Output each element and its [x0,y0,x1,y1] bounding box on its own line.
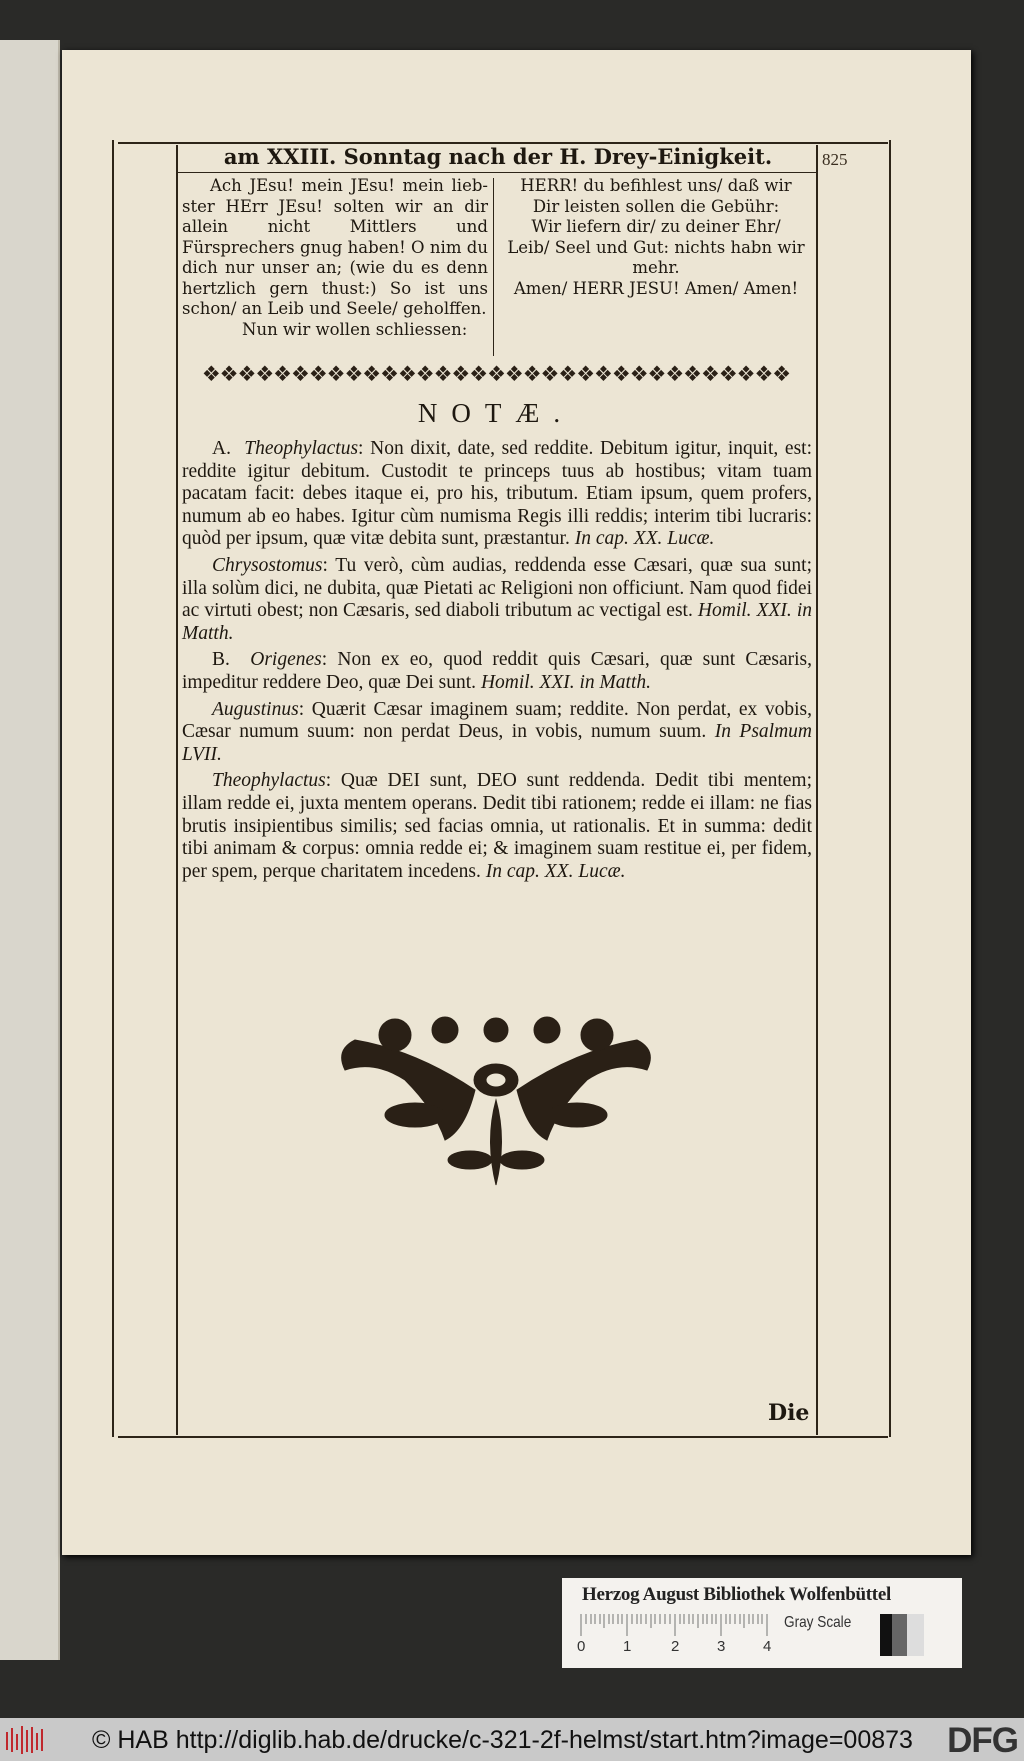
frame-bottom-rule [118,1436,888,1438]
page-number: 825 [822,150,848,169]
floral-vignette [335,1010,657,1195]
note-paragraph [182,649,812,694]
note-paragraph [182,555,812,645]
note-author: Theophylactus [244,438,359,459]
verse-line: Dir leisten sollen die Gebühr: [532,196,780,216]
note-reference: Homil. XXI. in Matth. [182,600,813,644]
ruler-label: 1 [623,1638,632,1655]
gray-scale-label: Gray Scale [784,1614,852,1631]
note-mark: A. [212,438,231,459]
ruler-label: 3 [717,1638,726,1655]
previous-leaf-edge [0,40,60,1660]
note-text: : Quæ DEI sunt, DEO sunt reddenda. Dedit tibi mentem; illam redde ei, juxta mentem operans. Dedit tibi rationem; redde ei illam: ne fias brutis insipientibus similis; sed facias omnia, ut rationalis. Et in summa: dedit tibi animam & corpus: omnia redde ei; & imaginem suam restitue ei, per fidem, per spem, perque charitatem incedens. [182,770,812,882]
verse-line: Amen/ HERR JESU! Amen/ Amen! [513,278,799,298]
verse-line: Leib/ Seel und Gut: nichts habn wir mehr. [507,237,805,277]
note-reference: In cap. XX. Lucæ. [574,528,715,550]
inner-right-rule [816,145,818,1435]
right-column [500,176,812,299]
notes-heading: NOTÆ. [417,398,575,428]
note-author: Origenes [250,649,322,671]
verse-line: HERR! du befihlest uns/ daß wir [520,176,792,195]
note-reference: In Psalmum LVII. [182,721,813,765]
note-mark: B. [212,649,230,671]
copyright-url[interactable]: © HAB http://diglib.hab.de/drucke/c-321-2f-helmst/start.htm?image=00873 [92,1726,913,1754]
running-head: am XXIII. Sonntag nach der H. Drey-Einigkeit. [223,144,773,169]
library-name: Herzog August Bibliothek Wolfenbüttel [582,1584,891,1605]
note-paragraph [182,770,812,883]
note-text: : Non dixit, date, sed reddite. Debitum igitur, inquit, est: reddite igitur debitum. Custodit te princeps tuus ab hostibus; vitam tuam pacatam facit: debes itaque ei, pro his, tributum. Etiam ipsum, quem profers, numum ab eo habes. Igitur cùm numisma Regis illi reddis; interim tibi lucraris: quòd per ipsum, quæ vitæ debita sunt, præstantur. [182,438,813,550]
footer-bar [0,1718,1024,1761]
note-text: : Quærit Cæsar imaginem suam; reddite. Non perdat, ex vobis, Cæsar numum suum: non perdat Deus, in vobis, numum suum. [182,698,812,743]
ornament-band: ❖❖❖❖❖❖❖❖❖❖❖❖❖❖❖❖❖❖❖❖❖❖❖❖❖❖❖❖❖❖❖❖❖ [201,362,791,386]
verse-line: Wir liefern dir/ zu deiner Ehr/ [531,217,781,236]
left-column-paragraph: Ach JEsu! mein JEsu! mein lieb-ster HErr JEsu! solten wir an dir allein nicht Mittlers und Fürsprechers gnug haben! O nim du dich nur unser an; (wie du es denn hertzlich gern thust:) So ist uns schon/ an Leib und Seele/ geholffen. [182,176,488,318]
note-author: Chrysostomus [212,554,323,576]
header-rule [178,172,816,173]
catchword: Die [768,1400,810,1426]
scale-card [562,1578,962,1668]
note-author: Augustinus [212,698,299,720]
inner-left-rule [176,145,178,1435]
note-paragraph [182,699,812,767]
notes-body [182,438,812,887]
ruler-label: 0 [577,1638,586,1655]
note-reference: In cap. XX. Lucæ. [485,860,626,882]
note-author: Theophylactus [212,770,326,792]
note-text: : Tu verò, cùm audias, reddenda esse Cæsari, quæ sua sunt; illa solùm dici, ne dubita, quæ Pietati ac Religioni non officiunt. Nam quod fidei ac virtuti obest; non Cæsaris, sed diaboli tributum ac vectigal est. [182,554,812,622]
hab-logo-icon [4,1724,46,1756]
note-text: : Non ex eo, quod reddit quis Cæsari, quæ sunt Cæsaris, impeditur reddere Deo, quæ Dei sunt. [182,649,812,693]
dfg-logo: DFG [947,1721,1018,1760]
note-reference: Homil. XXI. in Matth. [480,671,652,693]
note-paragraph [182,438,812,551]
ruler-scale [579,1614,769,1636]
ruler-label: 2 [671,1638,680,1655]
column-divider [493,178,494,356]
gray-scale-swatch [880,1614,924,1656]
left-column-line: Nun wir wollen schliessen: [242,319,468,339]
left-column [182,176,488,340]
ruler-label: 4 [763,1638,772,1655]
